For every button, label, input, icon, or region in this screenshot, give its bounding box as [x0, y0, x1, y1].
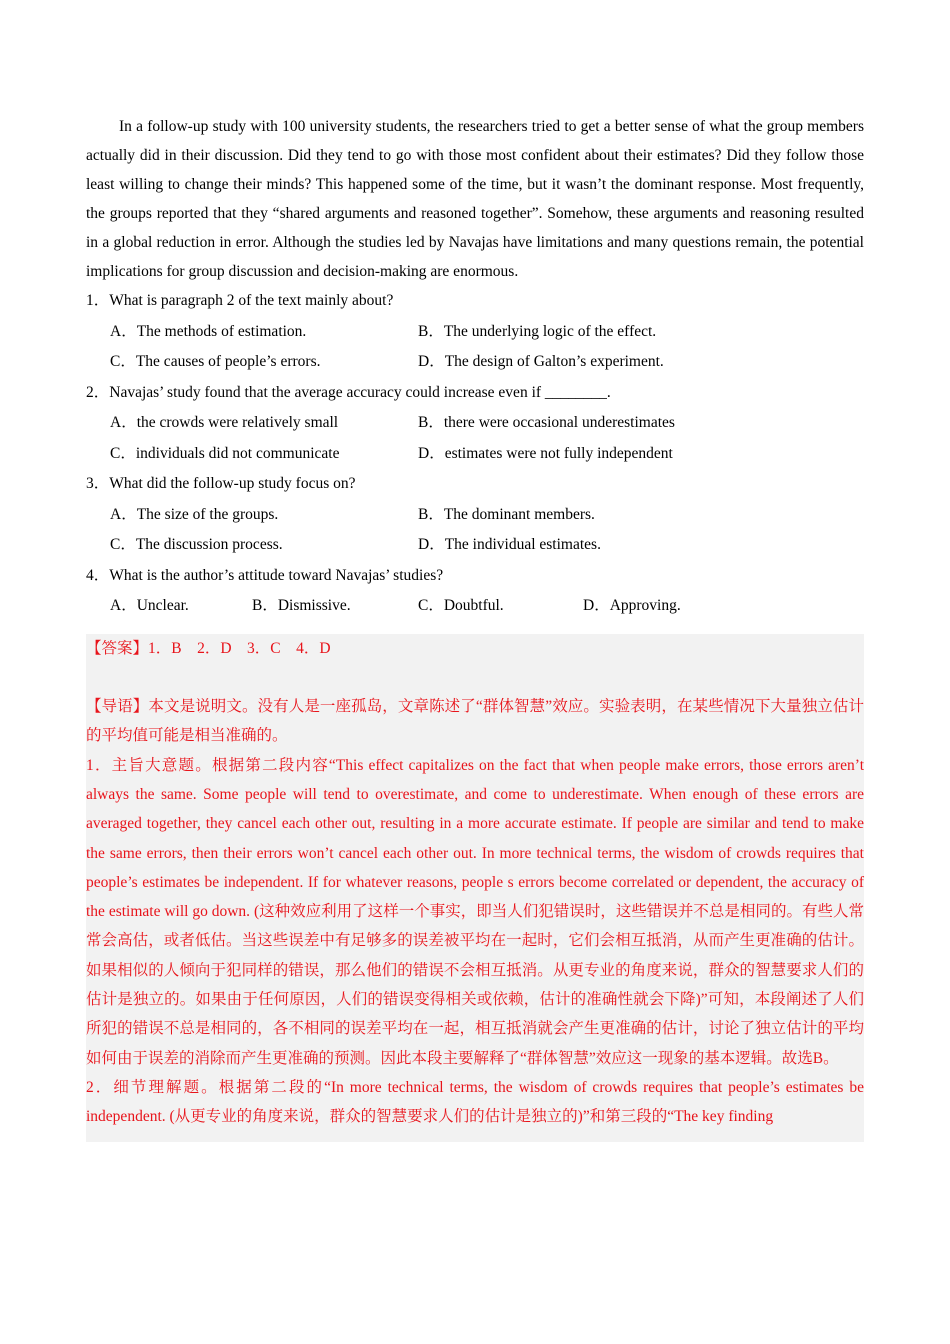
explanation-1: 1．主旨大意题。根据第二段内容“This effect capitalizes on the fact that when people make errors, those errors aren’t always the same. Some people will tend to overestimate, and come to underestimate. When enough of these errors are averaged together, they cancel each other out, resulting in a more accurate estimate. If people are similar and tend to make the same errors, then their errors won’t cancel each other out. In more technical terms, the wisdom of crowds requires that people’s estimates be independent. If for whatever reasons, people s errors become correlated or dependent, the accuracy of the estimate will go down. (这种效应利用了这样一个事实，即当人们犯错误时，这些错误并不总是相同的。有些人常常会高估，或者低估。当这些误差中有足够多的误差被平均在一起时，它们会相互抵消，从而产生更准确的估计。如果相似的人倾向于犯同样的错误，那么他们的错误不会相互抵消。从更专业的角度来说，群众的智慧要求人们的估计是独立的。如果由于任何原因，人们的错误变得相关或依赖，估计的准确性就会下降)”可知，本段阐述了人们所犯的错误不总是相同的，各不相同的误差平均在一起，相互抵消就会产生更准确的估计，讨论了独立估计的平均如何由于误差的消除而产生更准确的预测。因此本段主要解释了“群体智慧”效应这一现象的基本逻辑。故选B。 [86, 756, 864, 1067]
option-a: A．Unclear. [110, 597, 189, 614]
option-d: D．estimates were not fully independent [418, 444, 673, 462]
question-4 [86, 561, 864, 622]
passage-paragraph: In a follow-up study with 100 university students, the researchers tried to get a better sense of what the group members actually did in their discussion. Did they tend to go with those most confident about their estimates? Did they follow those least willing to change their minds? This happened some of the time, but it wasn’t the dominant response. Most frequently, the groups reported that they “shared arguments and reasoned together”. Somehow, these arguments and reasoning resulted in a global reduction in error. Although the studies led by Navajas have limitations and many questions remain, the potential implications for group discussion and decision-making are enormous. [86, 118, 864, 280]
option-b: B．The dominant members. [418, 505, 595, 523]
option-c: C．The causes of people’s errors. [110, 353, 321, 370]
question-stem: 2．Navajas’ study found that the average accuracy could increase even if ________. [86, 383, 611, 401]
question-3 [86, 469, 864, 561]
option-a: A．the crowds were relatively small [110, 414, 339, 431]
option-a: A．The methods of estimation. [110, 322, 307, 340]
option-b: B．there were occasional underestimates [418, 414, 675, 431]
answer-key: 【答案】1．B 2．D 3．C 4．D [86, 639, 331, 657]
question-stem: 1．What is paragraph 2 of the text mainly about? [86, 292, 394, 309]
option-c: C．Doubtful. [418, 597, 504, 614]
answer-section [86, 634, 864, 1142]
option-d: D．The design of Galton’s experiment. [418, 353, 664, 370]
option-a: A．The size of the groups. [110, 505, 279, 523]
option-d: D．Approving. [583, 597, 681, 614]
option-d: D．The individual estimates. [418, 536, 601, 553]
option-b: B．The underlying logic of the effect. [418, 322, 657, 340]
question-2 [86, 378, 864, 470]
answer-intro: 【导语】本文是说明文。没有人是一座孤岛，文章陈述了“群体智慧”效应。实验表明，在某些情况下大量独立估计的平均值可能是相当准确的。 [86, 698, 864, 745]
option-b: B．Dismissive. [252, 597, 351, 614]
option-c: C．The discussion process. [110, 536, 283, 553]
document-page [86, 112, 864, 1142]
option-c: C．individuals did not communicate [110, 444, 340, 462]
explanation-2: 2．细节理解题。根据第二段的“In more technical terms, the wisdom of crowds requires that people’s estimates be independent. (从更专业的角度来说，群众的智慧要求人们的估计是独立的)”和第三段的“The key finding [86, 1078, 864, 1126]
question-stem: 4．What is the author’s attitude toward Navajas’ studies? [86, 566, 444, 584]
question-1 [86, 286, 864, 378]
question-stem: 3．What did the follow-up study focus on? [86, 475, 356, 492]
